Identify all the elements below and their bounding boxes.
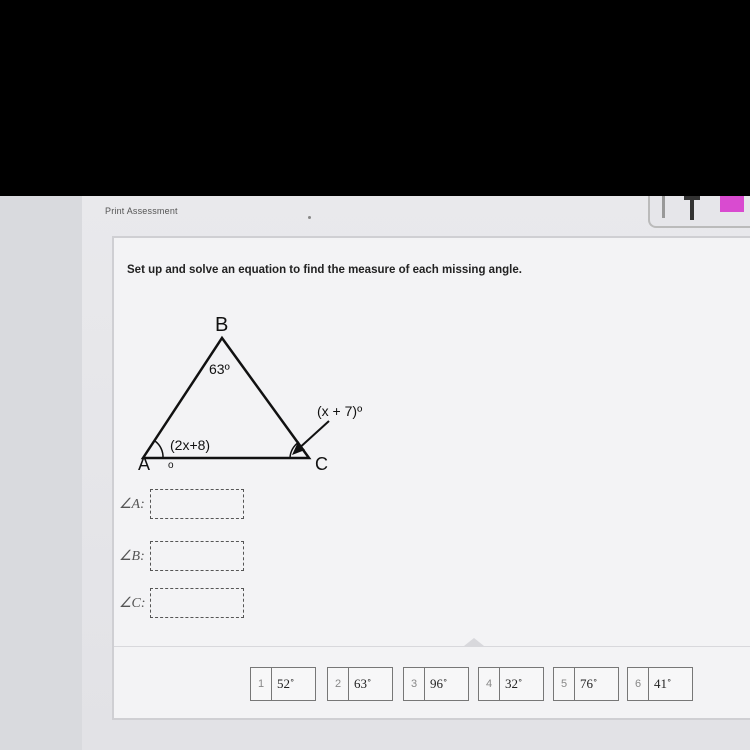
- choice-tile-6[interactable]: [627, 667, 693, 701]
- choice-number: 3: [404, 668, 425, 700]
- page-header-title: Print Assessment: [105, 206, 178, 216]
- triangle-shape: [143, 338, 309, 458]
- left-margin: [0, 196, 82, 750]
- angle-a-degree-mark: o: [168, 460, 174, 471]
- choice-tile-2[interactable]: [327, 667, 393, 701]
- choice-value: 96˚: [430, 676, 448, 691]
- choice-number: 5: [554, 668, 575, 700]
- choice-number: 1: [251, 668, 272, 700]
- choice-value: 41˚: [654, 676, 672, 691]
- angle-a-arc: [155, 441, 163, 458]
- choice-number: 4: [479, 668, 500, 700]
- question-panel: [112, 236, 750, 720]
- question-instruction: Set up and solve an equation to find the measure of each missing angle.: [127, 264, 522, 276]
- angle-a-answer-label: ∠A:: [119, 497, 145, 512]
- choice-value: 63˚: [354, 676, 372, 691]
- choice-tile-5[interactable]: [553, 667, 619, 701]
- angle-c-expression: (x + 7)º: [317, 403, 363, 419]
- choice-value: 32˚: [505, 676, 523, 691]
- choice-tile-3[interactable]: [403, 667, 469, 701]
- choice-number: 2: [328, 668, 349, 700]
- choice-number: 6: [628, 668, 649, 700]
- answer-row-b: [114, 541, 374, 571]
- answer-bank-divider: [114, 646, 750, 647]
- pin-icon[interactable]: [690, 196, 694, 220]
- angle-c-drop-zone[interactable]: [150, 588, 244, 618]
- cursor-dot: [308, 216, 311, 219]
- angle-c-answer-label: ∠C:: [119, 596, 146, 611]
- flag-icon[interactable]: [720, 196, 744, 212]
- vertex-b-label: B: [215, 314, 229, 336]
- choice-tile-1[interactable]: [250, 667, 316, 701]
- screen: [0, 196, 750, 750]
- vertex-c-label: C: [315, 454, 328, 474]
- choice-value: 52˚: [277, 676, 295, 691]
- answer-row-c: [114, 588, 374, 618]
- angle-b-drop-zone[interactable]: [150, 541, 244, 571]
- vertex-a-label: A: [138, 454, 151, 474]
- divider-tab: [464, 638, 484, 646]
- triangle-diagram: [114, 238, 750, 498]
- angle-a-expression: (2x+8): [170, 437, 211, 453]
- toolbar-divider-icon: [662, 196, 665, 218]
- angle-b-value: 63º: [209, 361, 230, 377]
- answer-row-a: [114, 489, 374, 519]
- choice-value: 76˚: [580, 676, 598, 691]
- angle-a-drop-zone[interactable]: [150, 489, 244, 519]
- choice-tile-4[interactable]: [478, 667, 544, 701]
- angle-b-answer-label: ∠B:: [119, 549, 145, 564]
- toolbar: [648, 196, 750, 228]
